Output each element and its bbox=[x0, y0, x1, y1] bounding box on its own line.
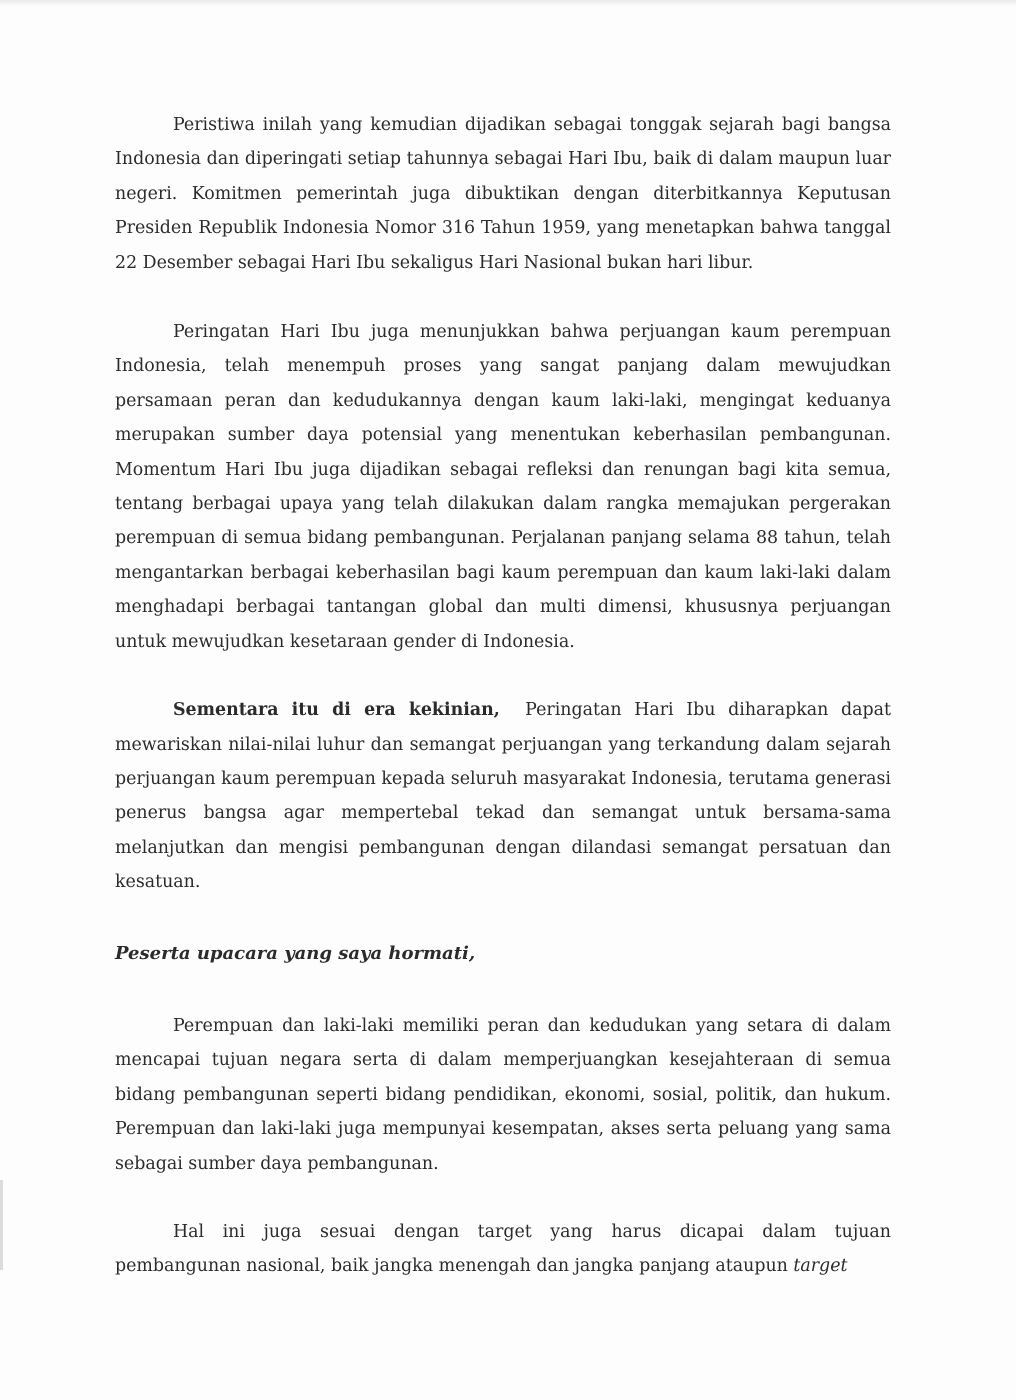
paragraph-modern-era bbox=[115, 693, 891, 899]
paragraph-modern-era-text: Peringatan Hari Ibu diharapkan dapat mewariskan nilai-nilai luhur dan semangat perjuangan yang terkandung dalam sejarah perjuangan kaum perempuan kepada seluruh masyarakat Indonesia, terutama generasi penerus bangsa agar mempertebal tekad dan semangat untuk bersama-sama melanjutkan dan mengisi pembangunan dengan dilandasi semangat persatuan dan kesatuan. bbox=[115, 700, 891, 893]
document-body bbox=[115, 108, 891, 1284]
paragraph-modern-era-lead: Sementara itu di era kekinian, bbox=[173, 700, 500, 721]
paragraph-women-struggle: Peringatan Hari Ibu juga menunjukkan bahwa perjuangan kaum perempuan Indonesia, telah menempuh proses yang sangat panjang dalam mewujudkan persamaan peran dan kedudukannya dengan kaum laki-laki, mengingat keduanya merupakan sumber daya potensial yang menentukan keberhasilan pembangunan. Momentum Hari Ibu juga dijadikan sebagai refleksi dan renungan bagi kita semua, tentang berbagai upaya yang telah dilakukan dalam rangka memajukan pergerakan perempuan di semua bidang pembangunan. Perjalanan panjang selama 88 tahun, telah mengantarkan berbagai keberhasilan bagi kaum perempuan dan kaum laki-laki dalam menghadapi berbagai tantangan global dan multi dimensi, khususnya perjuangan untuk mewujudkan kesetaraan gender di Indonesia. bbox=[115, 322, 891, 652]
scan-edge-left bbox=[0, 1180, 3, 1270]
paragraph-development-target-italic: target bbox=[793, 1256, 848, 1277]
paragraph-hari-ibu-history: Peristiwa inilah yang kemudian dijadikan sebagai tonggak sejarah bagi bangsa Indonesia dan diperingati setiap tahunnya sebagai Hari Ibu, baik di dalam maupun luar negeri. Komitmen pemerintah juga dibuktikan dengan diterbitkannya Keputusan Presiden Republik Indonesia Nomor 316 Tahun 1959, yang menetapkan bahwa tanggal 22 Desember sebagai Hari Ibu sekaligus Hari Nasional bukan hari libur. bbox=[115, 115, 891, 273]
paragraph-development-target-text: Hal ini juga sesuai dengan target yang harus dicapai dalam tujuan pembangunan nasional, baik jangka menengah dan jangka panjang ataupun bbox=[115, 1221, 891, 1277]
scan-edge-top bbox=[0, 0, 1016, 6]
paragraph-gender-equality: Perempuan dan laki-laki memiliki peran dan kedudukan yang setara di dalam mencapai tujuan negara serta di dalam memperjuangkan kesejahteraan di semua bidang pembangunan seperti bidang pendidikan, ekonomi, sosial, politik, dan hukum. Perempuan dan laki-laki juga mempunyai kesempatan, akses serta peluang yang sama sebagai sumber daya pembangunan. bbox=[115, 1015, 891, 1174]
paragraph-development-target bbox=[115, 1215, 891, 1284]
section-heading-greeting: Peserta upacara yang saya hormati, bbox=[115, 942, 476, 964]
